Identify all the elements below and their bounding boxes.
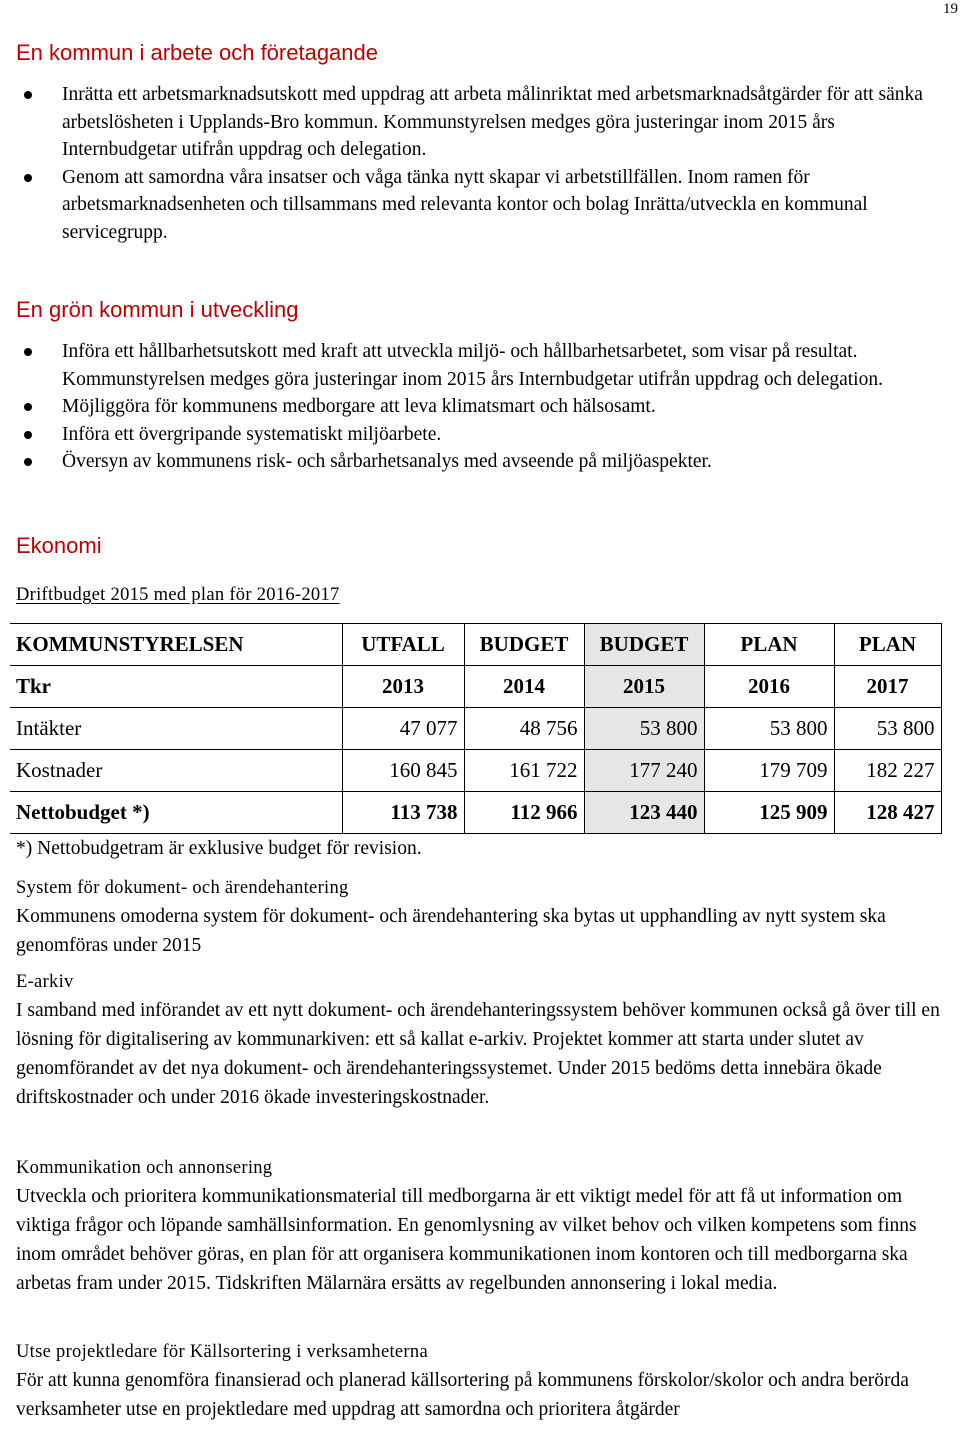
header-cell: UTFALL [342,624,464,666]
budget-table-title: Driftbudget 2015 med plan för 2016-2017 [16,585,340,605]
recycling-project-block [16,1338,946,1424]
block-title: System för dokument- och ärendehantering [16,878,349,898]
table-header-row [10,624,941,666]
e-archive-block [16,968,946,1112]
table-cell: Tkr [10,666,342,708]
list-item: Översyn av kommunens risk- och sårbarhetsanalys med avseende på miljöaspekter. [0,448,950,476]
table-cell: 2013 [342,666,464,708]
green-bullet-list [0,338,950,476]
header-cell: BUDGET [584,624,704,666]
block-body: Utveckla och prioritera kommunikationsmaterial till medborgarna är ett viktigt medel för att få ut information om viktiga frågor och löpande samhällsinformation. En genomlysning av vilket behov och vilken kompetens som finns inom området behöver göras, en plan för att organisera kommunikationen inom kontoren och till medborgarna ska arbetas fram under 2015. Tidskriften Mälarnära ersätts av regelbunden annonsering i lokal media. [16,1186,917,1294]
table-cell: 2014 [464,666,584,708]
table-row [10,792,941,834]
table-cell: 128 427 [834,792,941,834]
heading-green-municipality: En grön kommun i utveckling [16,297,299,322]
table-cell: 48 756 [464,708,584,750]
table-cell: 113 738 [342,792,464,834]
heading-work-and-business: En kommun i arbete och företagande [16,40,379,65]
table-cell: 125 909 [704,792,834,834]
table-cell: 53 800 [584,708,704,750]
list-item: Införa ett hållbarhetsutskott med kraft att utveckla miljö- och hållbarhetsarbetet, som visar på resultat. Kommunstyrelsen medges göra justeringar inom 2015 års Internbudgetar utifrån uppdrag och delegation. [0,338,950,393]
header-cell: BUDGET [464,624,584,666]
table-cell: 112 966 [464,792,584,834]
header-cell: PLAN [704,624,834,666]
table-cell: 177 240 [584,750,704,792]
header-cell: KOMMUNSTYRELSEN [10,624,342,666]
table-cell: 179 709 [704,750,834,792]
list-item: Möjliggöra för kommunens medborgare att leva klimatsmart och hälsosamt. [0,393,950,421]
table-cell: Nettobudget *) [10,792,342,834]
page-number: 19 [943,1,958,17]
block-title: Kommunikation och annonsering [16,1158,273,1178]
table-cell: Kostnader [10,750,342,792]
budget-table [10,623,942,834]
header-cell: PLAN [834,624,941,666]
block-title: E-arkiv [16,972,74,992]
list-item: Inrätta ett arbetsmarknadsutskott med uppdrag att arbeta målinriktat med arbetsmarknadsåtgärder för att sänka arbetslösheten i Upplands-Bro kommun. Kommunstyrelsen medges göra justeringar inom 2015 års Internbudgetar utifrån uppdrag och delegation. [0,81,950,164]
table-cell: 2016 [704,666,834,708]
table-footnote: *) Nettobudgetram är exklusive budget för revision. [16,838,422,859]
list-item: Införa ett övergripande systematiskt miljöarbete. [0,421,950,449]
table-row [10,750,941,792]
table-cell: 123 440 [584,792,704,834]
work-bullet-list [0,81,950,246]
table-row [10,708,941,750]
list-item: Genom att samordna våra insatser och våga tänka nytt skapar vi arbetstillfällen. Inom ramen för arbetsmarknadsenheten och tillsammans med relevanta kontor och bolag Inrätta/utveckla en kommunal servicegrupp. [0,164,950,247]
table-cell: 53 800 [704,708,834,750]
table-cell: 161 722 [464,750,584,792]
heading-economy: Ekonomi [16,533,102,558]
table-cell: 182 227 [834,750,941,792]
table-cell: 2015 [584,666,704,708]
table-cell: 160 845 [342,750,464,792]
block-body: I samband med införandet av ett nytt dokument- och ärendehanteringssystem behöver kommunen också gå över till en lösning för digitalisering av kommunarkiven: ett så kallat e-arkiv. Projektet kommer att starta under slutet av genomförandet av det nya dokument- och ärendehanteringssystemet. Under 2015 bedöms detta innebära ökade driftskostnader och under 2016 ökade investeringskostnader. [16,1000,940,1108]
block-body: För att kunna genomföra finansierad och planerad källsortering på kommunens förskolor/skolor och andra berörda verksamheter utse en projektledare med uppdrag att samordna och prioritera åtgärder [16,1370,909,1420]
block-title: Utse projektledare för Källsortering i verksamheterna [16,1342,428,1362]
table-cell: 47 077 [342,708,464,750]
document-system-block [16,874,946,960]
table-row [10,666,941,708]
communication-block [16,1154,946,1298]
table-cell: Intäkter [10,708,342,750]
table-cell: 2017 [834,666,941,708]
block-body: Kommunens omoderna system för dokument- och ärendehantering ska bytas ut upphandling av nytt system ska genomföras under 2015 [16,906,886,956]
table-cell: 53 800 [834,708,941,750]
